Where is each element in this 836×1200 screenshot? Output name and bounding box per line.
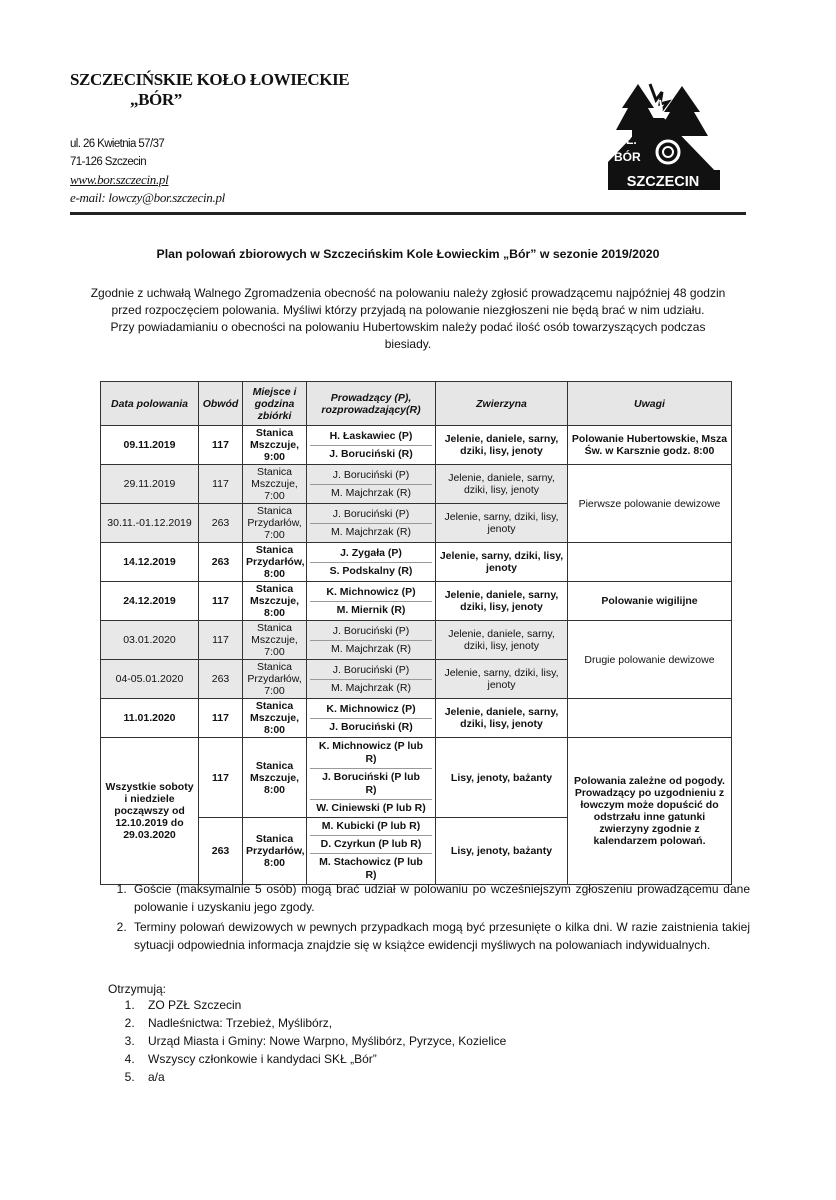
leader-r: J. Boruciński (R) — [310, 718, 432, 736]
recipients-list — [116, 996, 506, 1086]
cell-date: 29.11.2019 — [101, 465, 199, 504]
cell-game: Lisy, jenoty, bażanty — [436, 818, 568, 885]
org-name-line2: „BÓR” — [130, 90, 182, 109]
cell-game: Jelenie, sarny, dziki, lisy, jenoty — [436, 504, 568, 543]
cell-place: Stanica Mszczuje, 8:00 — [243, 699, 307, 738]
cell-place: Stanica Mszczuje, 8:00 — [243, 582, 307, 621]
leader-p: K. Michnowicz (P) — [326, 702, 416, 715]
cell-date-weekend: Wszystkie soboty i niedziele począwszy od 12.10.2019 do 29.03.2020 — [101, 738, 199, 885]
cell-date: 11.01.2020 — [101, 699, 199, 738]
leader-r: M. Miernik (R) — [310, 601, 432, 619]
cell-date: 04-05.01.2020 — [101, 660, 199, 699]
leader: M. Kubicki (P lub R) — [321, 820, 421, 832]
recipient-item: 2. Nadleśnictwa: Trzebież, Myślibórz, — [138, 1014, 506, 1032]
table-row — [101, 465, 732, 504]
cell-game: Jelenie, daniele, sarny, dziki, lisy, jenoty — [436, 699, 568, 738]
header-district: Obwód — [199, 382, 243, 426]
logo-text-kl: K.Ł. — [614, 133, 637, 147]
recipient-item: 1. ZO PZŁ Szczecin — [138, 996, 506, 1014]
cell-place: Stanica Mszczuje, 8:00 — [243, 738, 307, 818]
leader-p: J. Zygała (P) — [340, 546, 402, 559]
leader-r: M. Majchrzak (R) — [310, 523, 432, 541]
cell-game: Jelenie, daniele, sarny, dziki, lisy, jenoty — [436, 621, 568, 660]
document-title: Plan polowań zbiorowych w Szczecińskim Kole Łowieckim „Bór” w sezonie 2019/2020 — [156, 247, 660, 261]
leader-p: K. Michnowicz (P) — [326, 585, 416, 598]
cell-game: Jelenie, sarny, dziki, lisy, jenoty — [436, 543, 568, 582]
leader-p: J. Boruciński (P) — [332, 663, 410, 676]
cell-district: 263 — [199, 818, 243, 885]
cell-date: 09.11.2019 — [101, 426, 199, 465]
cell-place: Stanica Mszczuje, 9:00 — [243, 426, 307, 465]
cell-note-empty — [568, 699, 732, 738]
cell-game: Lisy, jenoty, bażanty — [436, 738, 568, 818]
footnotes-list — [108, 880, 750, 956]
header-notes: Uwagi — [568, 382, 732, 426]
cell-place: Stanica Przydarłów, 8:00 — [243, 543, 307, 582]
table-row — [101, 738, 732, 818]
leader-r: M. Majchrzak (R) — [310, 679, 432, 697]
email-address: e-mail: lowczy@bor.szczecin.pl — [70, 190, 225, 205]
address-city: 71-126 Szczecin — [70, 156, 147, 168]
leader-r: M. Majchrzak (R) — [310, 484, 432, 502]
header-leaders: Prowadzący (P), rozprowadzający(R) — [307, 382, 436, 426]
cell-district: 117 — [199, 621, 243, 660]
cell-leaders — [307, 699, 436, 738]
leader-p: H. Łaskawiec (P) — [329, 429, 413, 442]
cell-date: 30.11.-01.12.2019 — [101, 504, 199, 543]
cell-date: 14.12.2019 — [101, 543, 199, 582]
cell-leaders — [307, 543, 436, 582]
cell-district: 117 — [199, 582, 243, 621]
footnote-item: 1. Goście (maksymalnie 5 osób) mogą brać udział w polowaniu po wcześniejszym zgłoszeniu prowadzącemu dane polowanie i uzyskaniu jego zgody. — [130, 880, 750, 916]
header-place: Miejsce i godzina zbiórki — [243, 382, 307, 426]
cell-district: 263 — [199, 504, 243, 543]
intro-text — [90, 285, 726, 353]
cell-district: 117 — [199, 699, 243, 738]
leader: J. Boruciński (P lub R) — [310, 768, 432, 799]
cell-note-empty — [568, 543, 732, 582]
leader-p: J. Boruciński (P) — [332, 468, 410, 481]
cell-district: 263 — [199, 543, 243, 582]
intro-paragraph-2: Przy powiadamianiu o obecności na polowaniu Hubertowskim należy podać ilość osób towarzyszących podczas biesiady. — [110, 320, 706, 351]
header-date: Data polowania — [101, 382, 199, 426]
cell-game: Jelenie, daniele, sarny, dziki, lisy, jenoty — [436, 465, 568, 504]
table-header-row — [101, 382, 732, 426]
cell-place: Stanica Przydarłów, 7:00 — [243, 660, 307, 699]
recipient-item: 3. Urząd Miasta i Gminy: Nowe Warpno, Myślibórz, Pyrzyce, Kozielice — [138, 1032, 506, 1050]
cell-leaders — [307, 818, 436, 885]
leader-r: M. Majchrzak (R) — [310, 640, 432, 658]
cell-place: Stanica Przydarłów, 7:00 — [243, 504, 307, 543]
logo-text-bor: BÓR — [614, 150, 641, 164]
website-link[interactable]: www.bor.szczecin.pl — [70, 172, 169, 187]
cell-leaders — [307, 504, 436, 543]
cell-district: 117 — [199, 426, 243, 465]
org-name-line1: SZCZECIŃSKIE KOŁO ŁOWIECKIE — [70, 70, 350, 89]
recipient-item: 4. Wszyscy członkowie i kandydaci SKŁ „Bór” — [138, 1050, 506, 1068]
address-street: ul. 26 Kwietnia 57/37 — [70, 138, 165, 150]
intro-paragraph-1: Zgodnie z uchwałą Walnego Zgromadzenia obecność na polowaniu należy zgłosić prowadzącemu najpóźniej 48 godzin przed rozpoczęciem polowania. Myśliwi którzy przyjadą na polowanie niezgłoszeni nie będą brać w nim udziału. — [90, 286, 726, 317]
cell-place: Stanica Mszczuje, 7:00 — [243, 621, 307, 660]
leader-p: J. Boruciński (P) — [332, 624, 410, 637]
cell-leaders — [307, 621, 436, 660]
cell-leaders — [307, 465, 436, 504]
cell-game: Jelenie, sarny, dziki, lisy, jenoty — [436, 660, 568, 699]
table-row — [101, 543, 732, 582]
cell-leaders — [307, 738, 436, 818]
recipient-item: 5. a/a — [138, 1068, 506, 1086]
cell-leaders — [307, 582, 436, 621]
leader-r: S. Podskalny (R) — [310, 562, 432, 580]
cell-note: Polowanie wigilijne — [568, 582, 732, 621]
cell-district: 263 — [199, 660, 243, 699]
leader: M. Stachowicz (P lub R) — [310, 853, 432, 884]
leader: W. Ciniewski (P lub R) — [310, 799, 432, 817]
header-game: Zwierzyna — [436, 382, 568, 426]
header-divider — [70, 212, 746, 215]
organization-name — [70, 70, 349, 110]
cell-game: Jelenie, daniele, sarny, dziki, lisy, jenoty — [436, 582, 568, 621]
cell-note: Polowanie Hubertowskie, Msza Św. w Karsznie godz. 8:00 — [568, 426, 732, 465]
cell-note: Polowania zależne od pogody. Prowadzący po uzgodnieniu z łowczym może dopuścić do odstrzału inne gatunki zwierzyny zgodnie z kalendarzem polowań. — [568, 738, 732, 885]
recipients-heading: Otrzymują: — [108, 982, 167, 996]
cell-district: 117 — [199, 465, 243, 504]
cell-place: Stanica Przydarłów, 8:00 — [243, 818, 307, 885]
table-row — [101, 699, 732, 738]
leader: D. Czyrkun (P lub R) — [310, 835, 432, 853]
cell-leaders — [307, 660, 436, 699]
cell-district: 117 — [199, 738, 243, 818]
leader-r: J. Boruciński (R) — [310, 445, 432, 463]
cell-note: Drugie polowanie dewizowe — [568, 621, 732, 699]
logo-text-szczecin: SZCZECIN — [626, 174, 700, 190]
leader: K. Michnowicz (P lub R) — [318, 740, 424, 765]
cell-place: Stanica Mszczuje, 7:00 — [243, 465, 307, 504]
cell-date: 24.12.2019 — [101, 582, 199, 621]
cell-game: Jelenie, daniele, sarny, dziki, lisy, jenoty — [436, 426, 568, 465]
table-row — [101, 582, 732, 621]
table-row — [101, 426, 732, 465]
leader-p: J. Boruciński (P) — [332, 507, 410, 520]
hunt-plan-table — [100, 381, 732, 885]
table-row — [101, 621, 732, 660]
tree-deer-logo-icon — [604, 78, 722, 190]
address-block — [70, 135, 225, 207]
cell-leaders — [307, 426, 436, 465]
cell-date: 03.01.2020 — [101, 621, 199, 660]
footnote-item: 2. Terminy polowań dewizowych w pewnych przypadkach mogą być przesunięte o kilka dni. W razie zaistnienia takiej sytuacji odpowiednia informacja znajdzie się w książce ewidencji myśliwych na polowaniach indywidualnych. — [130, 918, 750, 954]
cell-note: Pierwsze polowanie dewizowe — [568, 465, 732, 543]
